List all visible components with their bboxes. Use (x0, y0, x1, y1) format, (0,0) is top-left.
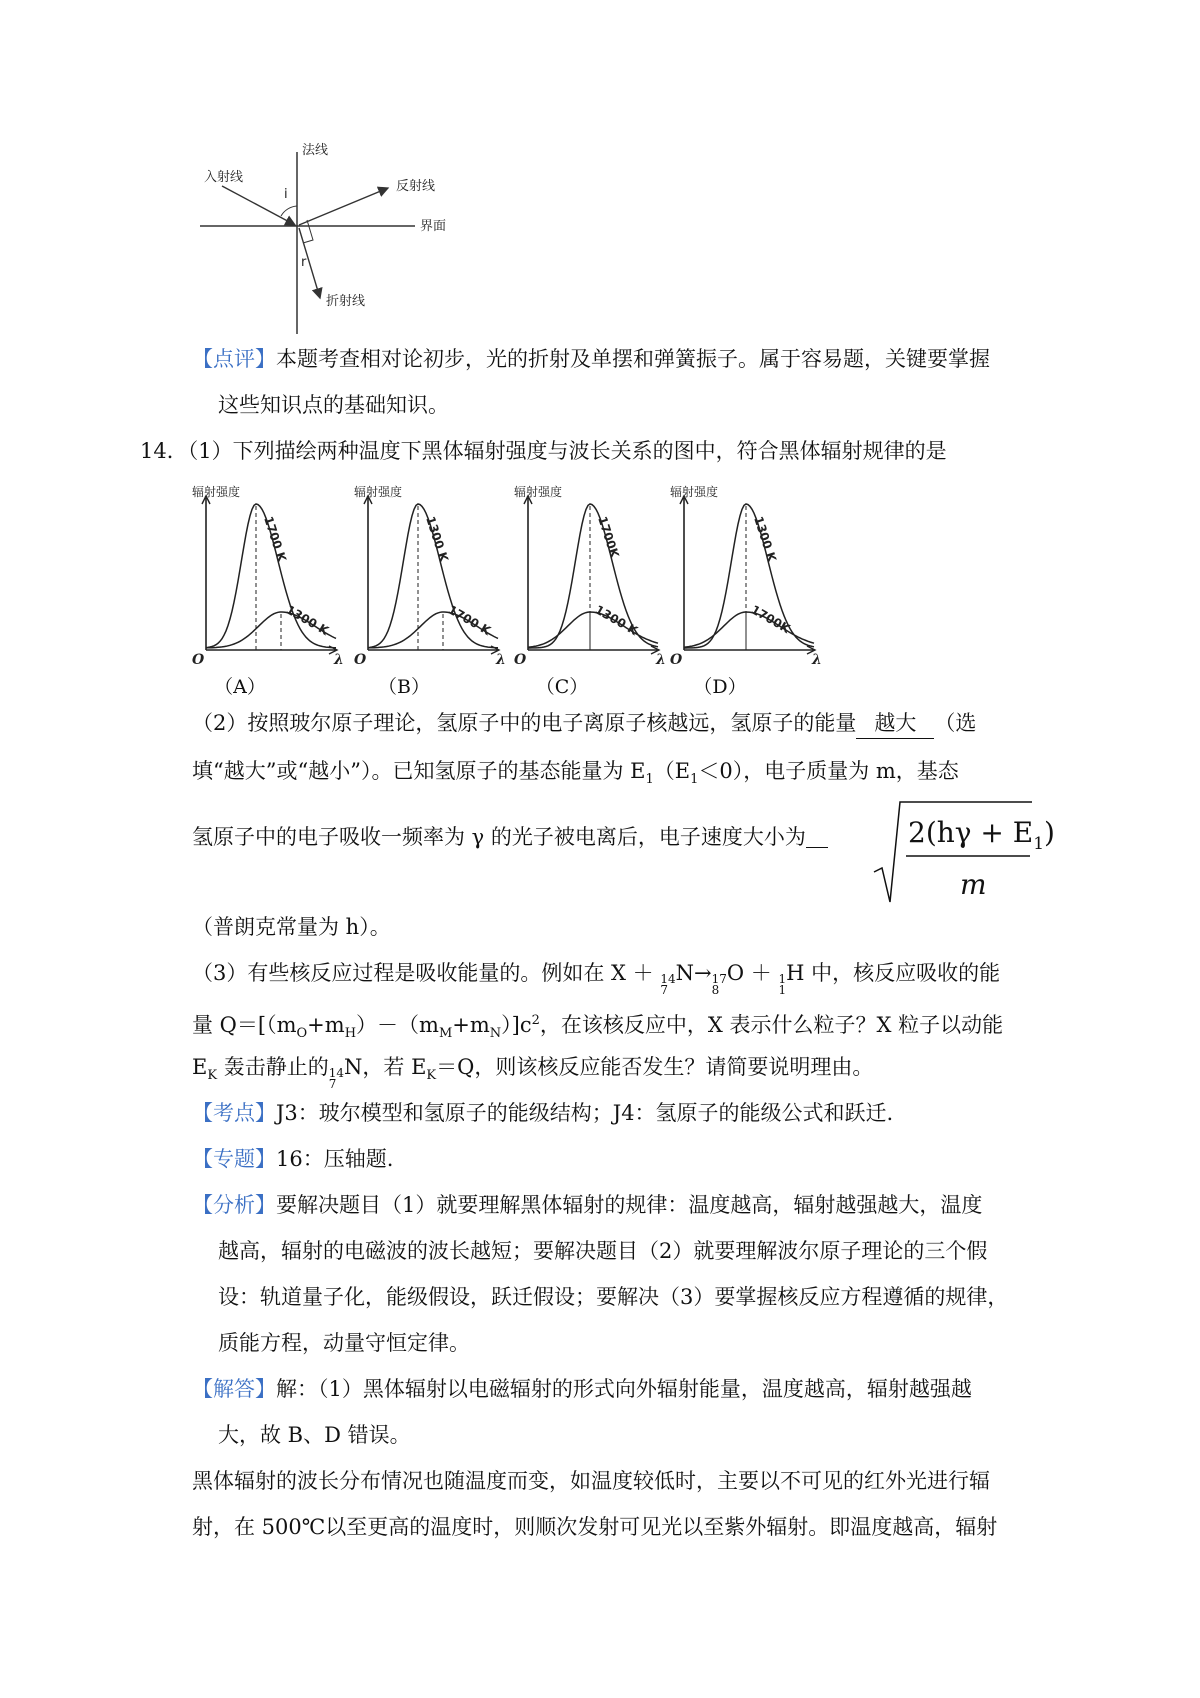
chart-b-letter: （B） (378, 676, 430, 698)
origin-label: O (514, 652, 527, 668)
formula-blank (806, 825, 828, 848)
jieda-line-1: 【解答】解：（1）黑体辐射以电磁辐射的形式向外辐射能量，温度越高，辐射越强越 (192, 1377, 972, 1401)
incident-label: 入射线 (204, 170, 244, 185)
high-curve-label: 1300 K (751, 514, 779, 564)
low-curve-label: 1300 K (283, 602, 332, 639)
q14-part1: 14．（1）下列描绘两种温度下黑体辐射强度与波长关系的图中，符合黑体辐射规律的是 (140, 439, 947, 463)
low-curve-label: 1700K (748, 602, 793, 636)
low-temp-curve (528, 612, 658, 647)
q14-part2-line1: （2）按照玻尔原子理论，氢原子中的电子离原子核越远，氢原子的能量 越大 （选 (192, 708, 976, 739)
chart-a-letter: （A） (214, 676, 266, 698)
origin-label: O (354, 652, 367, 668)
y-axis-label: 辐射强度 (354, 485, 403, 499)
formula-denominator: m (960, 868, 987, 901)
kaodian-tag: 【考点】 (192, 1101, 276, 1125)
chart-a (186, 485, 346, 698)
x-axis-label: λ (334, 652, 344, 668)
x-axis-label: λ (812, 652, 822, 668)
zhuanti: 【专题】16：压轴题. (192, 1147, 394, 1171)
x-axis-label: λ (656, 652, 666, 668)
svg-text:2(hγ + E1): $2(h\gamma + E_1)$ (908, 816, 1055, 854)
interface-label: 界面 (420, 219, 447, 234)
q14-part3-line1: （3）有些核反应过程是吸收能量的。例如在 X ＋ 14 7 N→ 17 8 O ＋ 1 1 H 中，核反应吸收的能 (192, 961, 1001, 997)
review-tag: 【点评】 (192, 347, 276, 371)
chart-d (664, 485, 824, 698)
fenxi-line-2: 越高，辐射的电磁波的波长越短；要解决题目（2）就要理解波尔原子理论的三个假 (218, 1239, 988, 1263)
y-axis-label: 辐射强度 (670, 485, 719, 499)
refraction-diagram (200, 143, 500, 338)
fenxi-line-1: 【分析】要解决题目（1）就要理解黑体辐射的规律：温度越高，辐射越强越大，温度 (192, 1193, 983, 1217)
kaodian: 【考点】J3：玻尔模型和氢原子的能级结构；J4：氢原子的能级公式和跃迁. (192, 1101, 894, 1125)
refracted-label: 折射线 (326, 294, 366, 309)
q14-part2-line4: （普朗克常量为 h）。 (192, 915, 391, 939)
formula-numerator: 2(hγ + E (908, 816, 1034, 849)
y-axis-label: 辐射强度 (514, 485, 563, 499)
high-curve-label: 1700K (595, 514, 622, 560)
reflected-ray (299, 188, 388, 225)
reflected-label: 反射线 (396, 179, 436, 194)
origin-label: O (192, 652, 205, 668)
fenxi-line-4: 质能方程，动量守恒定律。 (218, 1331, 470, 1355)
x-axis-label: λ (496, 652, 506, 668)
low-curve-label: 1300 K (592, 602, 641, 639)
q14-part3-line3: $E_K$ 轰击静止的 14 7 N，若 $E_K=Q$，则该核反应能否发生？请简要说明理由。 (192, 1055, 874, 1091)
y-axis-label: 辐射强度 (192, 485, 241, 499)
q14-part2-line2: 填“越大”或“越小”）。已知氢原子的基态能量为 $E_1(E_1<0)$，电子质量为 m，基态 (192, 759, 959, 788)
high-curve-label: 1300 K (423, 514, 451, 564)
angle-i-arc (281, 206, 297, 216)
q14-part3-line2: 量 $Q=[(m_O+m_H)-(m_M+m_N)]c^2$，在该核反应中，X 表示什么粒子？X 粒子以动能 (192, 1013, 1004, 1042)
chart-c (508, 485, 668, 698)
chart-c-letter: （C） (535, 676, 589, 698)
low-temp-curve (684, 612, 814, 647)
chart-b (348, 485, 508, 698)
low-curve-label: 1700 K (445, 602, 494, 639)
origin-label: O (670, 652, 683, 668)
angle-i-label: i (284, 187, 288, 202)
zhuanti-tag: 【专题】 (192, 1147, 276, 1171)
review-line-1: 【点评】本题考查相对论初步，光的折射及单摆和弹簧振子。属于容易题，关键要掌握 (192, 347, 990, 371)
high-curve-label: 1700 K (261, 514, 289, 564)
jieda-line-3: 黑体辐射的波长分布情况也随温度而变，如温度较低时，主要以不可见的红外光进行辐 (192, 1469, 990, 1493)
velocity-formula (872, 798, 1055, 906)
jieda-line-4: 射，在 500℃以至更高的温度时，则顺次发射可见光以至紫外辐射。即温度越高，辐射 (192, 1515, 998, 1539)
normal-label: 法线 (302, 143, 329, 158)
jieda-line-2: 大，故 B、D 错误。 (218, 1423, 411, 1447)
high-temp-curve (684, 504, 814, 648)
fenxi-line-3: 设：轨道量子化，能级假设，跃迁假设；要解决（3）要掌握核反应方程遵循的规律， (218, 1285, 1009, 1309)
chart-d-letter: （D） (693, 676, 747, 698)
answer-blank: 越大 (856, 708, 934, 739)
angle-r-label: r (301, 255, 307, 270)
jieda-tag: 【解答】 (192, 1377, 276, 1401)
review-line-2: 这些知识点的基础知识。 (218, 393, 449, 417)
q14-part2-line3: 氢原子中的电子吸收一频率为 γ 的光子被电离后，电子速度大小为 (192, 822, 828, 852)
fenxi-tag: 【分析】 (192, 1193, 276, 1217)
